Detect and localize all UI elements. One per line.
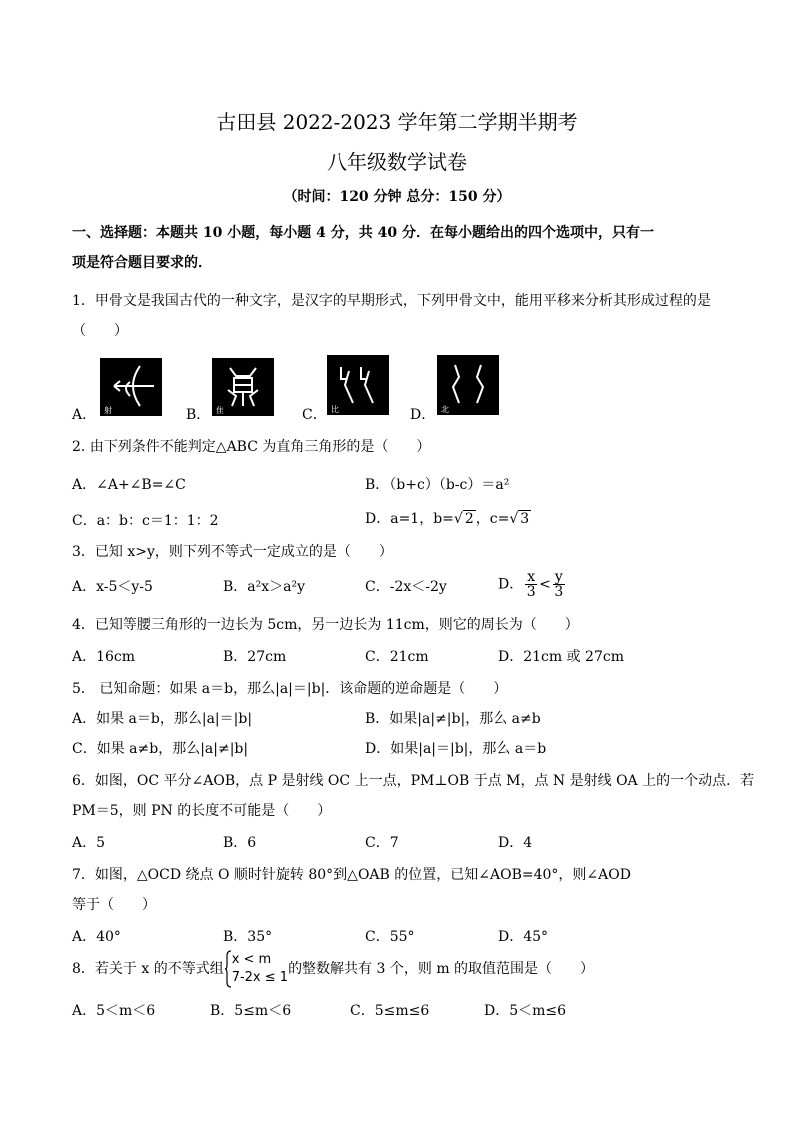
q4-option-a: A．16cm xyxy=(72,649,136,665)
q2-option-c: C．a：b：c＝1：1：2 xyxy=(72,513,219,529)
q2-option-b: B．（b+c）（b-c）＝a² xyxy=(365,477,510,493)
q2-option-d-mid: ，c= xyxy=(475,511,510,527)
sqrt-2: √ 2 xyxy=(453,511,474,527)
q3-option-a: A．x-5＜y-5 xyxy=(72,579,153,595)
left-brace-icon xyxy=(224,950,232,988)
q6-option-a: A．5 xyxy=(72,835,106,851)
q1-stem: 1．甲骨文是我国古代的一种文字，是汉字的早期形式，下列甲骨文中，能用平移来分析其形成过程的是 xyxy=(72,293,711,309)
q2-stem: 2. 由下列条件不能判定△ABC 为直角三角形的是（ ） xyxy=(72,439,431,455)
glyph-caption: 比 xyxy=(331,405,339,414)
q1-option-b: B． xyxy=(186,407,211,423)
oracle-glyph-bei-image xyxy=(437,355,499,415)
q7-stem-cont: 等于（ ） xyxy=(72,897,156,913)
inequality-2: 7-2x ≤ 1 xyxy=(231,970,289,985)
q3-option-d: D． $\frac{x}{3}$ < $\frac{y}{3}$ xyxy=(498,569,564,600)
q8-option-a: A．5＜m＜6 xyxy=(72,1003,156,1019)
q8-stem xyxy=(72,950,594,988)
q7-option-b: B．35° xyxy=(223,929,273,945)
oracle-glyph-bi-image xyxy=(327,355,389,415)
q5-option-b: B．如果|a|≠|b|，那么 a≠b xyxy=(365,711,541,727)
q5-option-d: D．如果|a|＝|b|，那么 a＝b xyxy=(365,741,547,757)
q4-option-b: B．27cm xyxy=(223,649,287,665)
inequality-system xyxy=(224,950,288,988)
q2-option-d xyxy=(365,508,531,528)
q3-option-c: C．-2x＜-2y xyxy=(365,579,447,595)
q1-option-a: A． xyxy=(72,407,97,423)
glyph-caption: 隹 xyxy=(216,406,224,415)
q5-option-a: A．如果 a＝b，那么|a|＝|b| xyxy=(72,711,253,727)
inequality-1: x < m xyxy=(231,952,272,967)
glyph-caption: 射 xyxy=(104,406,112,415)
q2-option-a: A．∠A+∠B=∠C xyxy=(72,477,186,493)
section-1-heading-cont: 项是符合题目要求的． xyxy=(72,255,212,271)
q3-option-b: B．a²x＞a²y xyxy=(223,579,306,595)
fraction-y-over-3: $\frac{y}{3}$ xyxy=(554,569,564,600)
q1-stem-bracket: （ ） xyxy=(72,323,128,339)
oracle-glyph-she-image xyxy=(100,358,162,416)
q1-option-d: D． xyxy=(410,407,436,423)
q4-stem: 4．已知等腰三角形的一边长为 5cm，另一边长为 11cm，则它的周长为（ ） xyxy=(72,617,579,633)
exam-title: 古田县 2022-2023 学年第二学期半期考 xyxy=(216,110,578,134)
q6-option-b: B．6 xyxy=(223,835,257,851)
q7-option-c: C．55° xyxy=(365,929,415,945)
section-1-heading: 一、选择题：本题共 10 小题，每小题 4 分，共 40 分．在每小题给出的四个选项中，只有一 xyxy=(72,225,654,241)
q4-option-d: D．21cm 或 27cm xyxy=(498,649,624,665)
q3-stem: 3．已知 x>y，则下列不等式一定成立的是（ ） xyxy=(72,544,393,560)
q6-option-c: C．7 xyxy=(365,835,399,851)
oracle-glyph-zhui-image xyxy=(212,358,274,416)
q8-stem-suffix: 的整数解共有 3 个，则 m 的取值范围是（ ） xyxy=(288,961,595,977)
exam-subtitle: 八年级数学试卷 xyxy=(327,150,467,174)
q6-stem-cont: PM＝5，则 PN 的长度不可能是（ ） xyxy=(72,803,332,819)
q4-option-c: C．21cm xyxy=(365,649,429,665)
q6-stem: 6．如图，OC 平分∠AOB，点 P 是射线 OC 上一点，PM⊥OB 于点 M，点 N 是射线 OA 上的一个动点．若 xyxy=(72,773,755,789)
q7-stem: 7．如图，△OCD 绕点 O 顺时针旋转 80°到△OAB 的位置，已知∠AOB=40°，则∠AOD xyxy=(72,867,631,883)
q8-option-c: C．5≤m≤6 xyxy=(350,1003,430,1019)
q8-stem-prefix: 8．若关于 x 的不等式组 xyxy=(72,961,224,977)
exam-info: （时间：120 分钟 总分：150 分） xyxy=(283,189,511,205)
q5-option-c: C．如果 a≠b，那么|a|≠|b| xyxy=(72,741,249,757)
glyph-caption: 北 xyxy=(441,405,449,414)
q5-stem: 5． 已知命题：如果 a＝b，那么|a|＝|b|．该命题的逆命题是（ ） xyxy=(72,681,508,697)
q6-option-d: D．4 xyxy=(498,835,533,851)
fraction-x-over-3: $\frac{x}{3}$ xyxy=(526,569,536,600)
q2-option-d-prefix: D．a=1，b= xyxy=(365,511,454,527)
q7-option-a: A．40° xyxy=(72,929,121,945)
sqrt-3: √ 3 xyxy=(509,511,530,527)
q8-option-b: B．5≤m＜6 xyxy=(210,1003,292,1019)
q8-option-d: D．5＜m≤6 xyxy=(484,1003,567,1019)
q7-option-d: D．45° xyxy=(498,929,549,945)
q1-option-c: C． xyxy=(302,407,327,423)
